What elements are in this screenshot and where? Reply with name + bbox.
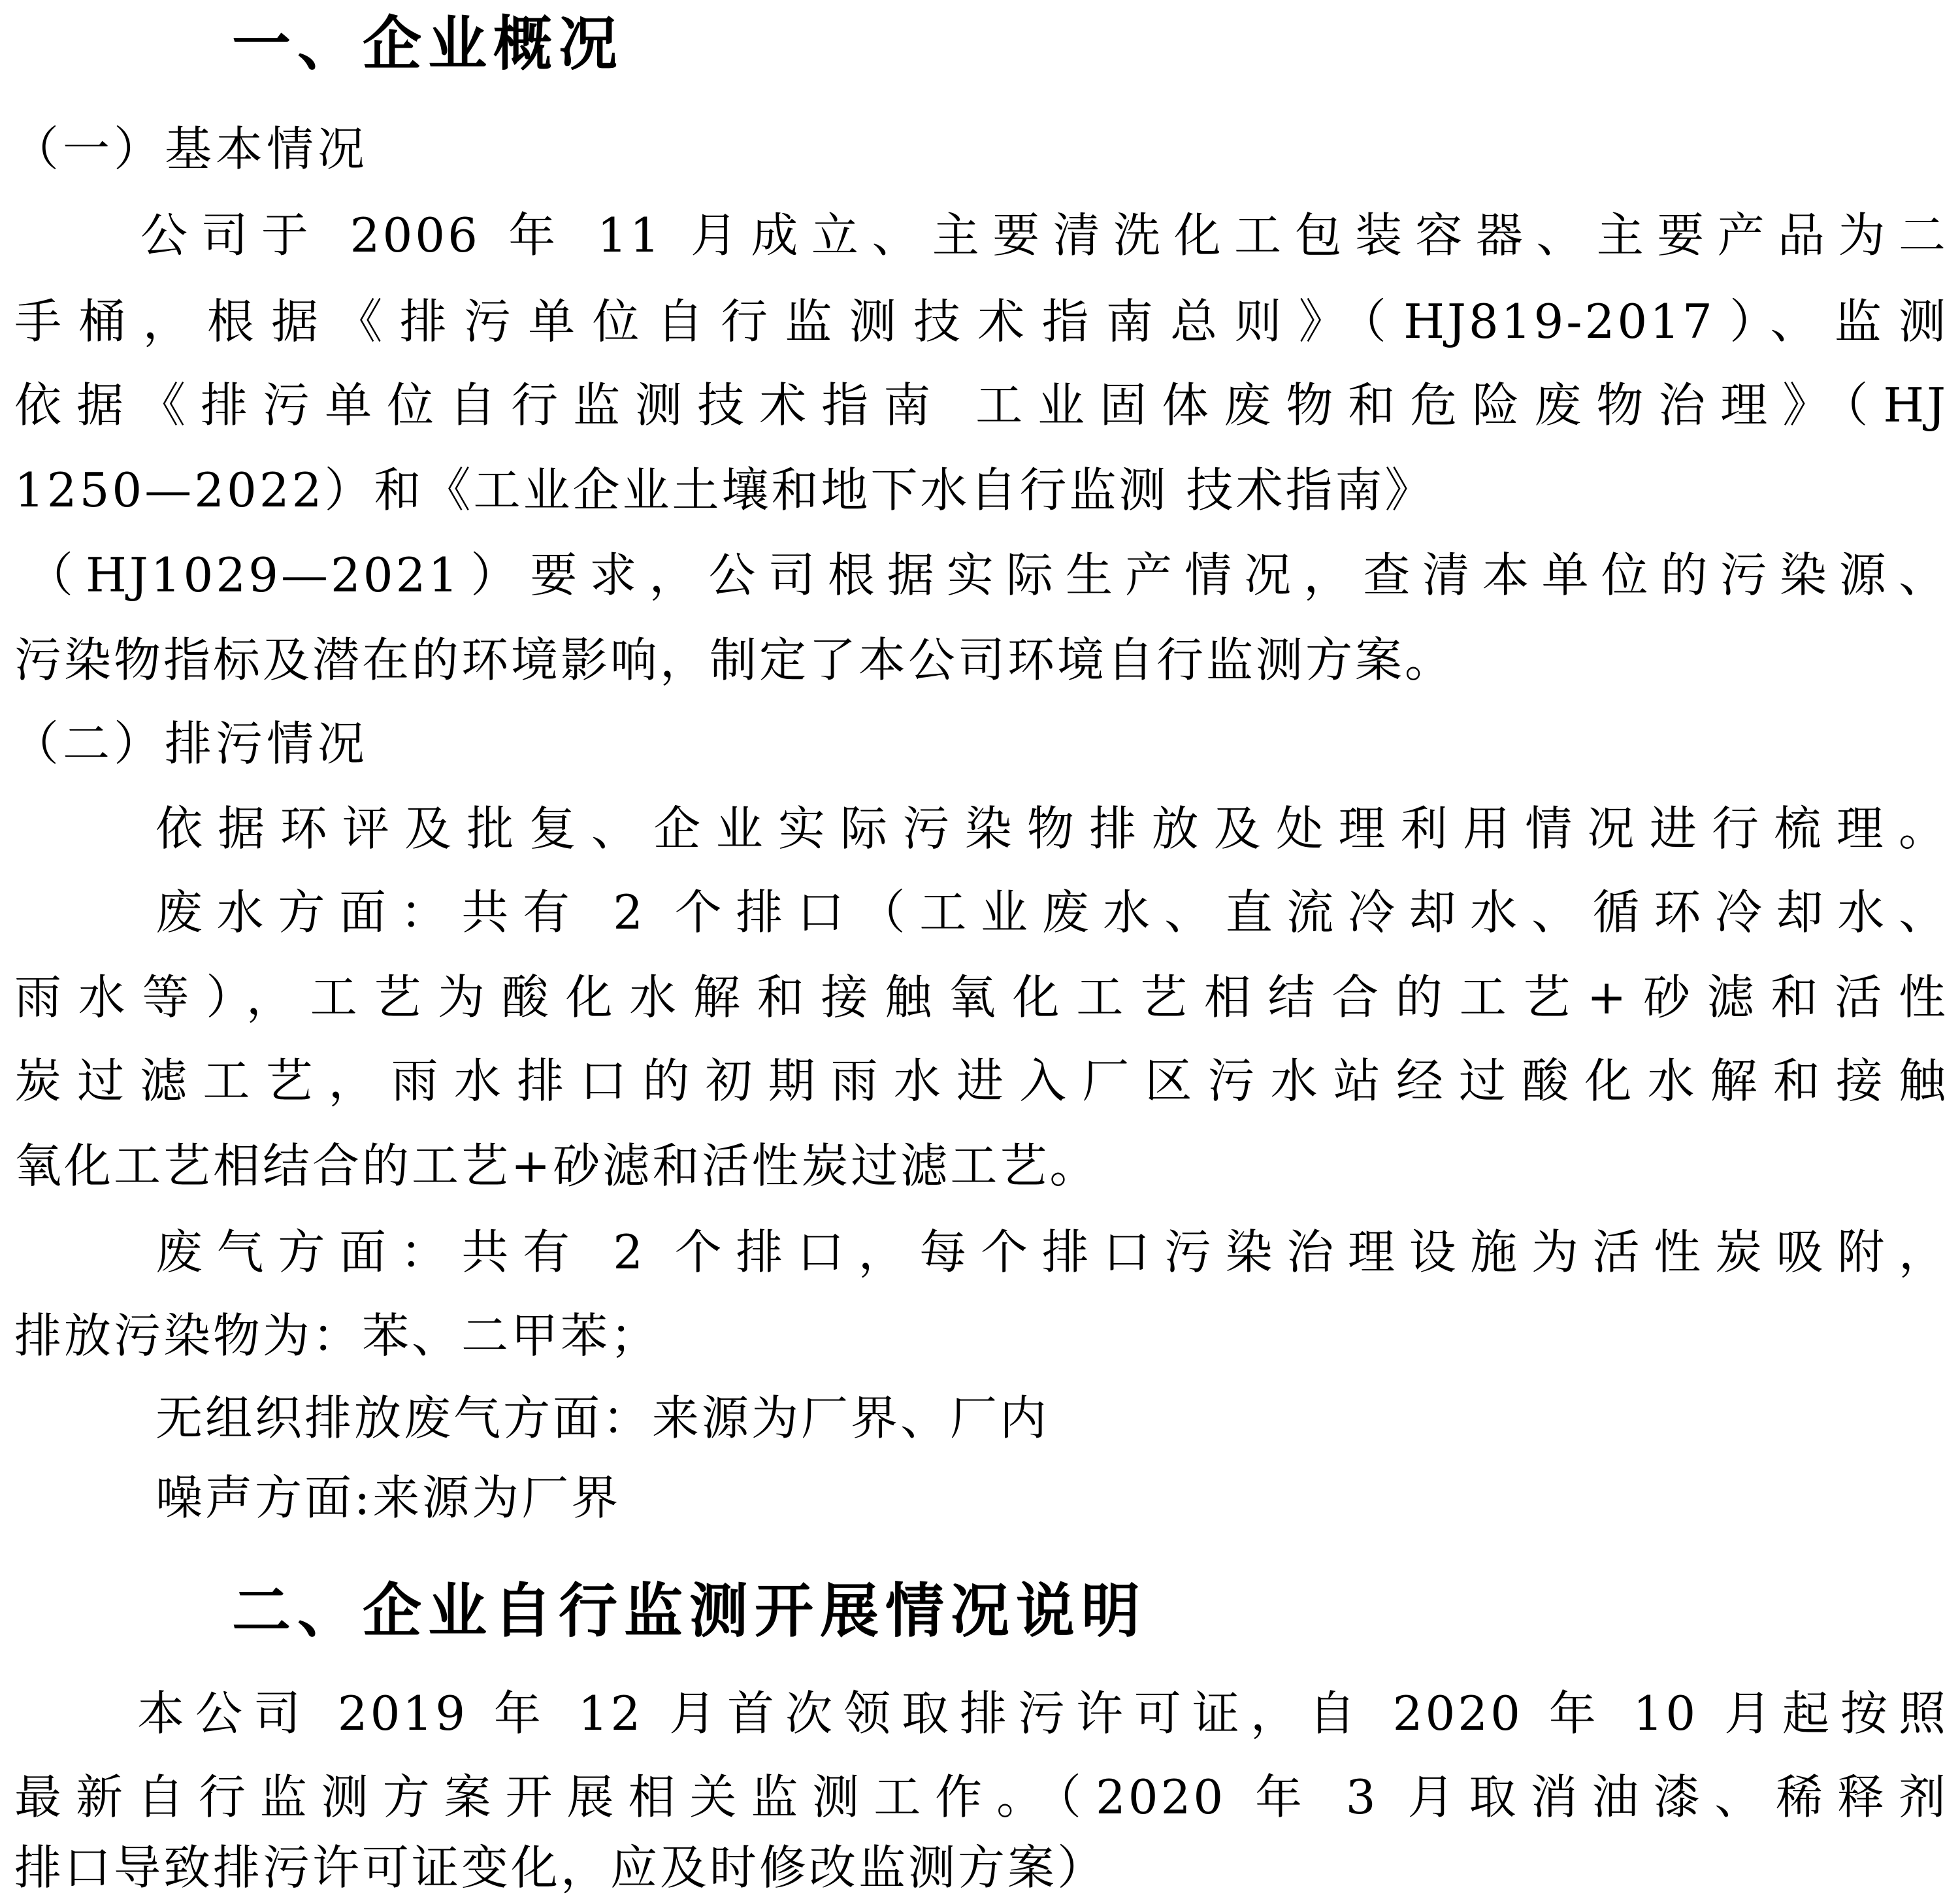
paragraph-line: 依据环评及批复、企业实际污染物排放及处理利用情况进行梳理。 (155, 801, 1948, 856)
paragraph-line: 排放污染物为：苯、二甲苯； (14, 1308, 661, 1363)
paragraph-line: 炭过滤工艺，雨水排口的初期雨水进入厂区污水站经过酸化水解和接触 (14, 1053, 1948, 1108)
subsection-basic-info-title: （一）基本情况 (12, 122, 369, 176)
paragraph-line: 最新自行监测方案开展相关监测工作。（2020 年 3 月取消油漆、稀释剂 (14, 1770, 1948, 1825)
section-2-heading: 二、企业自行监测开展情况说明 (232, 1576, 1147, 1645)
section-1-heading: 一、企业概况 (232, 9, 624, 78)
paragraph-line: 手桶，根据《排污单位自行监测技术指南总则》（HJ819-2017）、监测 (14, 294, 1948, 349)
paragraph-line: 依据《排污单位自行监测技术指南 工业固体废物和危险废物治理》（HJ (14, 378, 1948, 433)
paragraph-line: 排口导致排污许可证变化，应及时修改监测方案） (14, 1840, 1107, 1895)
paragraph-line: 公司于 2006 年 11 月成立、主要清洗化工包装容器、主要产品为二 (140, 208, 1948, 263)
paragraph-line: 雨水等），工艺为酸化水解和接触氧化工艺相结合的工艺+砂滤和活性 (14, 970, 1948, 1025)
paragraph-line: 1250—2022）和《工业企业土壤和地下水自行监测 技术指南》 (14, 463, 1435, 518)
paragraph-line: 噪声方面:来源为厂界 (155, 1470, 621, 1525)
paragraph-line: 污染物指标及潜在的环境影响，制定了本公司环境自行监测方案。 (14, 633, 1455, 687)
paragraph-line: 废水方面：共有 2 个排口（工业废水、直流冷却水、循环冷却水、 (155, 885, 1948, 940)
paragraph-line: 氧化工艺相结合的工艺+砂滤和活性炭过滤工艺。 (14, 1138, 1100, 1193)
paragraph-line: （HJ1029—2021）要求，公司根据实际生产情况，查清本单位的污染源、 (26, 548, 1948, 603)
paragraph-line: 本公司 2019 年 12 月首次领取排污许可证，自 2020 年 10 月起按照 (137, 1686, 1948, 1741)
paragraph-line: 废气方面：共有 2 个排口，每个排口污染治理设施为活性炭吸附， (155, 1225, 1948, 1280)
subsection-discharge-title: （二）排污情况 (12, 716, 369, 771)
paragraph-line: 无组织排放废气方面：来源为厂界、厂内 (155, 1391, 1050, 1445)
